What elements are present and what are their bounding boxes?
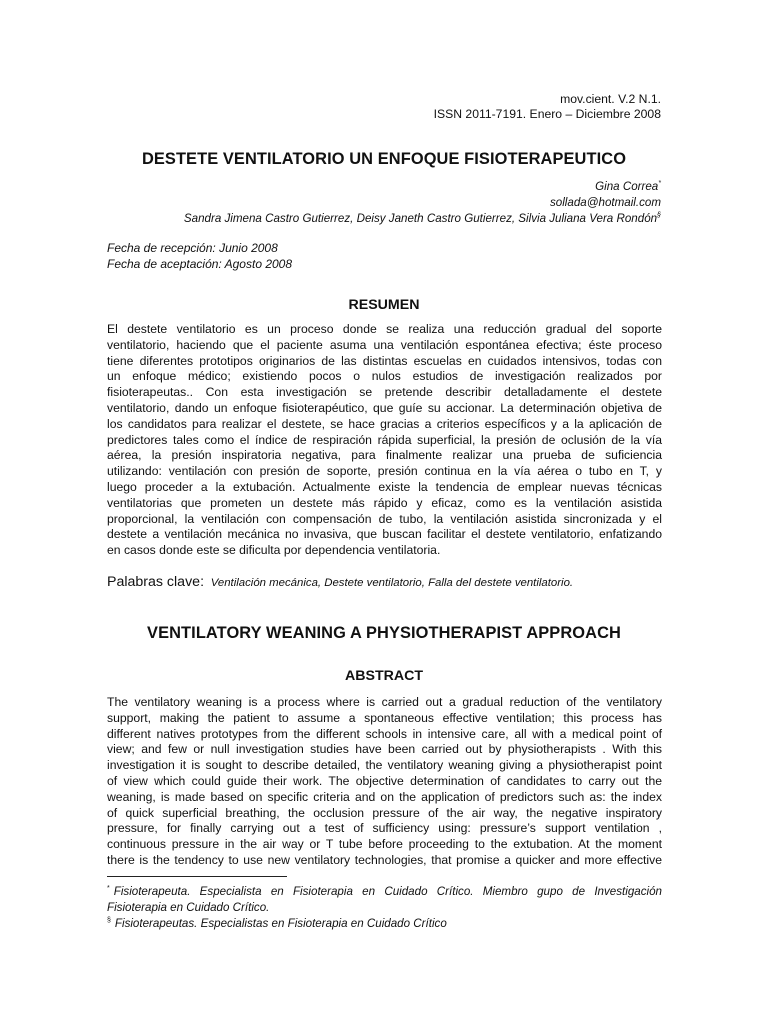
resumen-line: tiene diferentes prototipos originarios de las distintas escuelas en cuidados intensivos, todas con: [107, 353, 662, 368]
co-authors: [184, 211, 661, 227]
abstract-line: The ventilatory weaning is a process where is carried out a gradual reduction of the ventilatory: [107, 695, 662, 709]
resumen-line: los candidatos para realizar el destete, se hace gracias a criterios específicos y a la aplicación de: [107, 416, 662, 431]
abstract-line: there is the tendency to use new ventilatory technologies, that promise a quicker and more effective: [107, 852, 662, 867]
resumen-line: aérea, la presión inspiratoria negativa, para finalmente realizar una prueba de suficiencia: [107, 448, 662, 463]
resumen-line: un enfoque médico; existiendo pocos o nulos estudios de investigación realizados por: [107, 369, 662, 384]
english-title: VENTILATORY WEANING A PHYSIOTHERAPIST APPROACH: [147, 624, 621, 642]
footnote-1-line-2: Fisioterapia en Cuidado Crítico.: [107, 901, 270, 914]
abstract-line: weaning, is made based on specific criteria and on the application of predictors such as: the index: [107, 789, 662, 804]
abstract-line: view; and few or null investigation studies have been carried out by physiotherapists . With this: [107, 742, 662, 757]
spanish-title: DESTETE VENTILATORIO UN ENFOQUE FISIOTERAPEUTICO: [141, 150, 627, 168]
main-author: [184, 179, 661, 195]
co-authors-names: Sandra Jimena Castro Gutierrez, Deisy Janeth Castro Gutierrez, Silvia Juliana Vera Rondón: [183, 212, 658, 225]
footnote-2-text: Fisioterapeutas. Especialistas en Fisioterapia en Cuidado Crítico: [114, 917, 447, 930]
abstract-body: [107, 695, 662, 869]
main-author-footnote-mark: *: [658, 180, 661, 188]
footnote-2-line-1: [107, 916, 662, 932]
abstract-line: support, making the patient to assume a spontaneous effective ventilation; this process has: [107, 710, 662, 725]
resumen-line: en casos donde este se dificulta por dependencia ventilatoria.: [107, 543, 441, 558]
abstract-line: of view which could guide their work. The objective determination of candidates to carry out the: [107, 773, 662, 788]
resumen-line: El destete ventilatorio es un proceso donde se realiza una reducción gradual del soporte: [107, 322, 662, 336]
footnote-1-text: Fisioterapeuta. Especialista en Fisioterapia en Cuidado Crítico. Miembro gupo de Investigación: [113, 885, 662, 898]
resumen-line: ventilatorio, haciendo que el paciente asuma una ventilación espontánea efectiva; éste proceso: [107, 337, 662, 352]
footnote-2-mark: §: [107, 917, 111, 925]
resumen-line: destete a ventilación mecánica no invasiva, que buscan facilitar el destete ventilatorio, enfatizando: [107, 527, 662, 542]
keywords-label: Palabras clave: [107, 574, 201, 590]
abstract-line: continuous pressure in the air way or T tube before proceeding to the extubation. At the moment: [107, 837, 662, 852]
resumen-line: ventilatorio, dando un enfoque fisioterapéutico, que guíe su accionar. La determinación objetiva de: [107, 400, 662, 415]
keywords-separator: :: [200, 574, 205, 590]
resumen-line: utilizando: ventilación con presión de soporte, presión continua en la vía aérea o tubo en T, y: [107, 464, 662, 479]
abstract-heading: ABSTRACT: [344, 668, 424, 684]
abstract-line: investigation it is sought to describe detailed, the ventilatory weaning giving a physiotherapist point: [107, 758, 662, 773]
journal-volume-line: mov.cient. V.2 N.1.: [560, 92, 661, 106]
journal-issn-line: ISSN 2011-7191. Enero – Diciembre 2008: [433, 107, 661, 121]
co-authors-footnote-mark: §: [657, 212, 661, 220]
date-block: [107, 240, 292, 272]
resumen-line: fisioterapeutas.. Con esta investigación se pretende describir detalladamente el destete: [107, 385, 662, 400]
footnote-1-mark: *: [107, 885, 110, 893]
abstract-line: different natives prototypes from the different schools in intensive care, all with a medical point of: [107, 726, 662, 741]
abstract-line: pressure, for finally carrying out a test of sufficiency using: pressure’s support ventilation ,: [107, 821, 662, 836]
resumen-line: predictores tales como el índice de respiración rápida superficial, la presión de oclusión de la vía: [107, 432, 662, 447]
resumen-line: ventilatorias que prometen un destete más rápido y eficaz, como es la ventilación asistida: [107, 495, 662, 510]
resumen-heading: RESUMEN: [348, 297, 420, 313]
abstract-line: of quick superficial breathing, the occlusion pressure of the air way, the negative inspiratory: [107, 805, 662, 820]
keywords-line: [107, 574, 573, 590]
footnote-1-line-1: [107, 884, 662, 900]
resumen-line: luego proceder a la extubación. Actualmente existe la tendencia de emplear nuevas técnicas: [107, 479, 662, 494]
acceptance-date: Fecha de aceptación: Agosto 2008: [107, 257, 293, 271]
resumen-line: proporcional, la ventilación con compensación de tubo, la ventilación asistida sincronizada y el: [107, 511, 662, 526]
author-email: sollada@hotmail.com: [549, 196, 661, 209]
reception-date: Fecha de recepción: Junio 2008: [107, 241, 278, 255]
main-author-name: Gina Correa: [595, 180, 659, 193]
author-block: [184, 179, 661, 227]
resumen-body: [107, 322, 662, 559]
journal-header: [434, 92, 661, 122]
footnotes: [107, 884, 662, 932]
footnote-divider: [107, 876, 287, 877]
keywords-values: Ventilación mecánica, Destete ventilatorio, Falla del destete ventilatorio.: [210, 577, 574, 589]
